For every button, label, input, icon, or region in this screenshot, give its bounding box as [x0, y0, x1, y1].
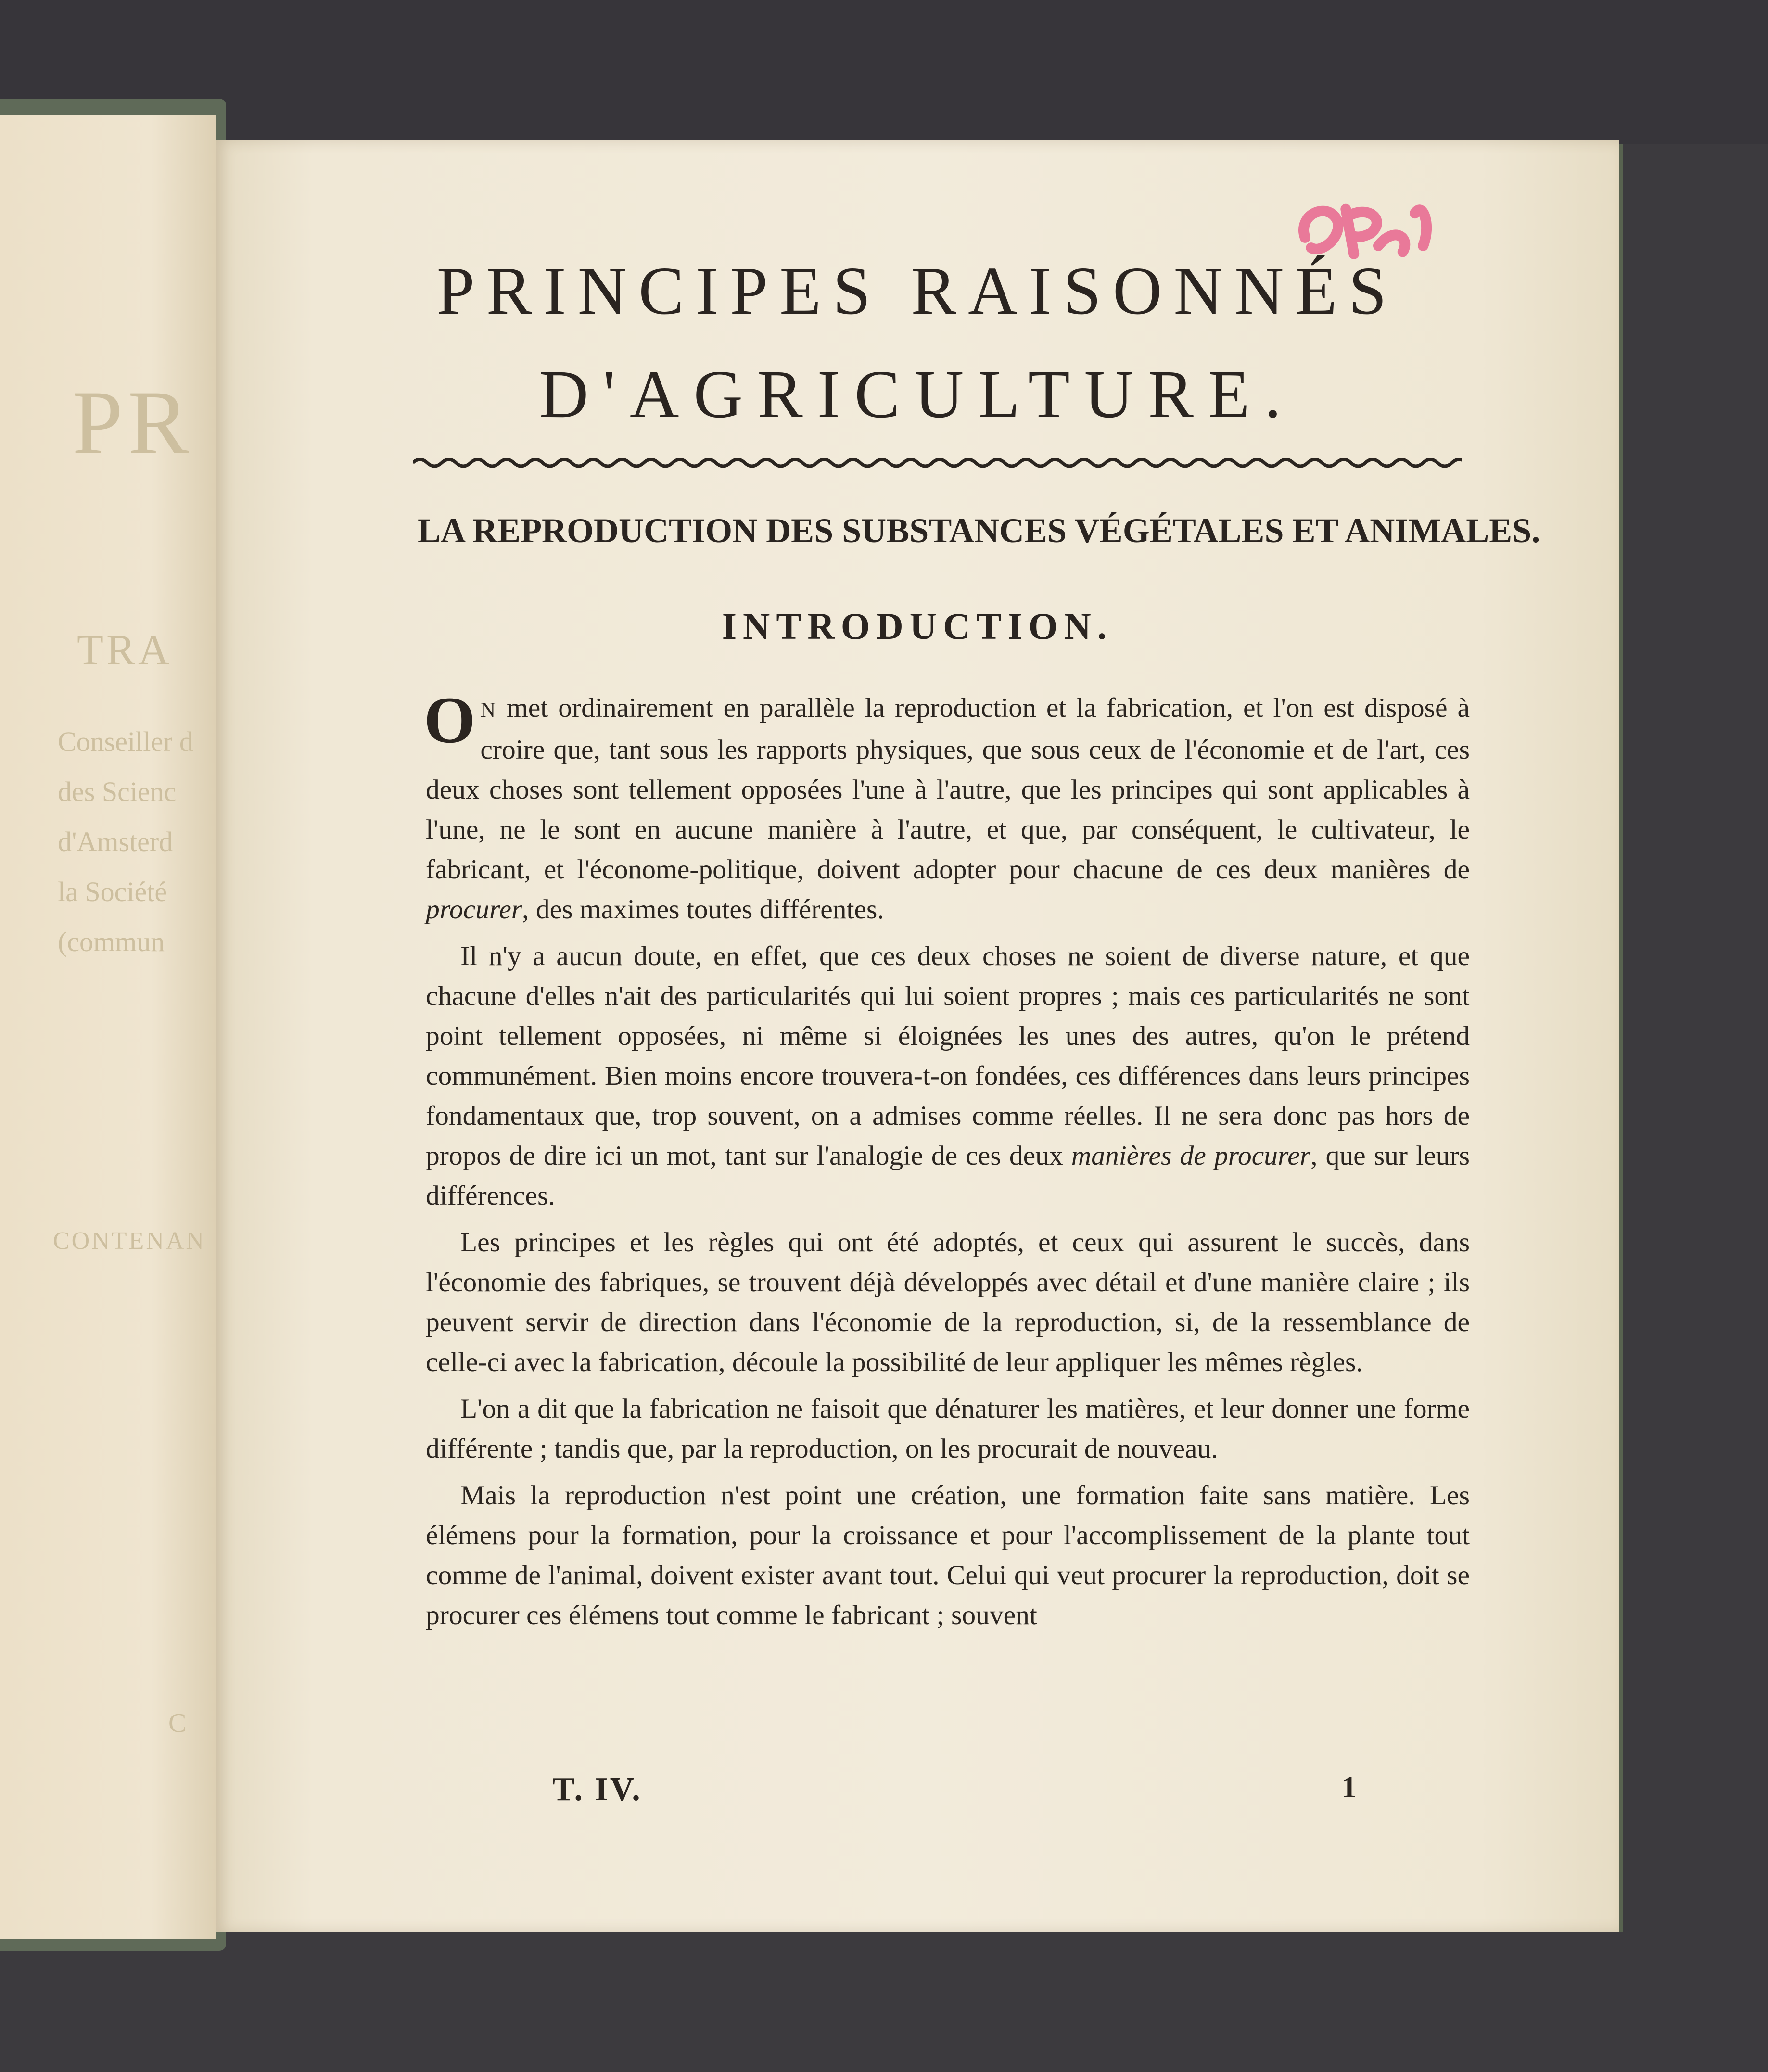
page-title-line-2: D'AGRICULTURE.: [539, 356, 1296, 432]
paragraph-2: [426, 936, 1470, 1216]
paragraph-text: , que sur leurs différences.: [426, 1141, 1470, 1211]
scan-background: [0, 0, 1768, 144]
paragraph-text: met ordinairement en parallèle la reproduction et la fabrication, et l'on est disposé à croire que, tant sous les rapports physiques, que sous ceux de l'économie et de l'art, ces deux choses sont tellement opposées l'une à l'autre, que les principes qui sont applicables à l'une, ne le sont en aucune manière à l'autre, et que, par conséquent, le cultivateur, le fabricant, et l'économe-politique, doivent adopter pour chacune de ces deux manières de: [426, 693, 1470, 885]
left-page-bleed-subtitle: TRA: [77, 626, 172, 674]
chapter-heading: LA REPRODUCTION DES SUBSTANCES VÉGÉTALES ET ANIMALES.: [418, 511, 1540, 550]
paragraph-4: L'on a dit que la fabrication ne faisoit que dénaturer les matières, et leur donner une forme différente ; tandis que, par la reproduction, on les procurait de nouveau.: [426, 1394, 1470, 1464]
paragraph-text: , des maximes toutes différentes.: [522, 894, 884, 925]
italic-term: procurer: [426, 894, 522, 925]
volume-signature: T. IV.: [552, 1771, 642, 1808]
left-page-bleed-contents: CONTENAN: [53, 1227, 206, 1255]
left-page-bleed-lines: [58, 717, 193, 967]
left-page-bleed-line: d'Amsterd: [58, 826, 173, 857]
left-page-bleed-line: Conseiller d: [58, 726, 193, 757]
book-page: [216, 140, 1619, 1932]
paragraph-1: [424, 683, 1470, 929]
small-caps-letter: N: [480, 698, 497, 722]
left-page-bleed-letter: C: [168, 1708, 187, 1738]
paragraph-text: Il n'y a aucun doute, en effet, que ces deux choses ne soient de diverse nature, et que chacune d'elles n'ait des particularités qui lui soient propres ; mais ces particularités ne sont point tellement opposées, ni même si éloignées les unes des autres, qu'on le prétend communément. Bien moins encore trouvera-t-on fondées, ces différences dans leurs principes fondamentaux que, trop souvent, on a admises comme réelles. Il ne sera donc pas hors de propos de dire ici un mot, tant sur l'analogie de ces deux: [426, 941, 1470, 1171]
section-heading: INTRODUCTION.: [722, 605, 1113, 647]
left-page-bleed-title: PR: [72, 372, 194, 473]
paragraph-3: Les principes et les règles qui ont été adoptés, et ceux qui assurent le succès, dans l'économie des fabriques, se trouvent déjà développés avec détail et d'une manière claire ; ils peuvent servir de direction dans l'économie de la reproduction, si, de la ressemblance de celle-ci avec la fabrication, découle la possibilité de leur appliquer les mêmes règles.: [426, 1227, 1470, 1377]
paragraph-5: Mais la reproduction n'est point une création, une formation faite sans matière. Les élémens pour la formation, pour la croissance et pour l'accomplissement de la plante tout comme de l'animal, doivent exister avant tout. Celui qui veut procurer la reproduction, doit se procurer ces élémens tout comme le fabricant ; souvent: [426, 1480, 1470, 1630]
body-text: [424, 683, 1470, 1642]
page-number: 1: [1341, 1770, 1357, 1804]
italic-term: manières de procurer: [1071, 1141, 1311, 1171]
left-page-bleed-line: (commun: [58, 926, 165, 957]
left-page: [0, 115, 216, 1939]
left-page-bleed-line: des Scienc: [58, 776, 177, 807]
drop-cap: O: [424, 683, 476, 757]
wavy-rule-divider: [413, 453, 1462, 472]
left-page-bleed-line: la Société: [58, 876, 167, 907]
page-title-line-1: PRINCIPES RAISONNÉS: [436, 253, 1399, 329]
